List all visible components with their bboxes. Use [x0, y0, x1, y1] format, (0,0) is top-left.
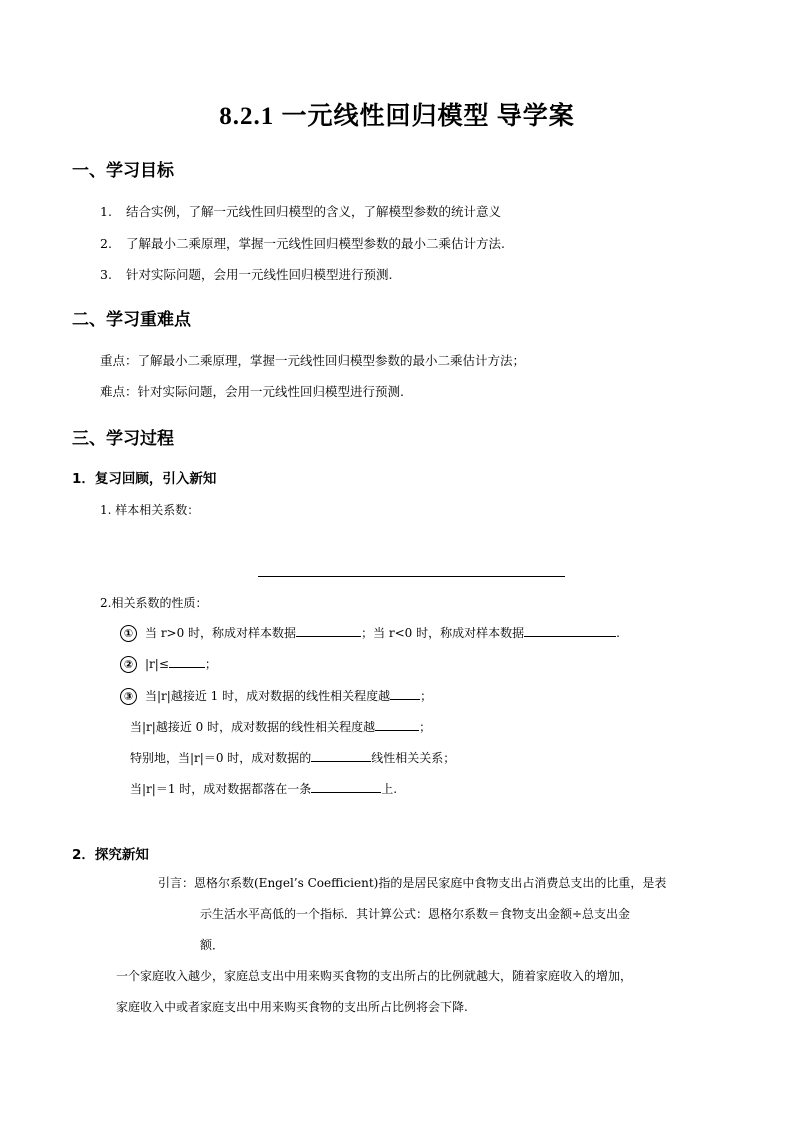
- property-3-line-4: [130, 780, 397, 797]
- answer-blank[interactable]: [169, 655, 205, 668]
- property-5-text-a: 特别地，当|r|＝0 时，成对数据的: [130, 751, 312, 765]
- property-3-line-2: [130, 718, 431, 735]
- property-6-text-b: 上.: [381, 782, 398, 796]
- goal-number: 1.: [100, 204, 112, 219]
- answer-blank[interactable]: [311, 780, 381, 793]
- goal-text: 了解最小二乘原理，掌握一元线性回归模型参数的最小二乘估计方法.: [126, 236, 505, 251]
- property-1: [120, 624, 620, 642]
- property-6-text-a: 当|r|＝1 时，成对数据都落在一条: [130, 782, 312, 796]
- page-title: 8.2.1 一元线性回归模型 导学案: [219, 103, 575, 130]
- intro-line-2: 示生活水平高低的一个指标．其计算公式：恩格尔系数＝食物支出金额÷总支出金: [200, 907, 631, 921]
- goal-number: 3.: [100, 267, 112, 282]
- intro-line-3: 额．: [200, 938, 225, 952]
- property-4-text-b: ；: [419, 720, 432, 734]
- answer-blank[interactable]: [375, 718, 419, 731]
- section-heading-goals: 一、学习目标: [72, 161, 174, 181]
- properties-question: 2.相关系数的性质：: [100, 596, 208, 610]
- property-1-text-c: .: [616, 626, 620, 640]
- circled-number-3: ③: [120, 688, 137, 705]
- property-3-line-3: [130, 749, 455, 766]
- property-3-text-b: ；: [420, 689, 433, 703]
- property-2-text-b: ；: [204, 657, 217, 671]
- answer-blank[interactable]: [390, 687, 420, 700]
- goal-item: [100, 202, 501, 220]
- paragraph-line-2: 家庭收入中或者家庭支出中用来购买食物的支出所占比例将会下降.: [116, 1000, 468, 1014]
- answer-blank[interactable]: [296, 624, 361, 637]
- part2-heading: 2．探究新知: [72, 847, 149, 863]
- property-5-text-b: 线性相关关系；: [371, 751, 456, 765]
- property-2-text-a: |r|≤: [145, 657, 169, 671]
- circled-number-2: ②: [120, 656, 137, 673]
- paragraph-line-1: 一个家庭收入越少，家庭总支出中用来购买食物的支出所占的比例就越大，随着家庭收入的增加，: [116, 969, 633, 983]
- property-1-text-a: 当 r>0 时，称成对样本数据: [145, 626, 297, 640]
- goal-text: 结合实例，了解一元线性回归模型的含义，了解模型参数的统计意义: [126, 204, 502, 219]
- goal-number: 2.: [100, 236, 112, 251]
- goal-item: [100, 234, 505, 252]
- circled-number-1: ①: [120, 625, 137, 642]
- sample-correlation-question: 1. 样本相关系数：: [100, 503, 200, 517]
- property-4-text-a: 当|r|越接近 0 时，成对数据的线性相关程度越: [130, 720, 376, 734]
- goal-item: [100, 265, 392, 283]
- goal-text: 针对实际问题，会用一元线性回归模型进行预测.: [126, 267, 393, 282]
- part1-heading: 1．复习回顾，引入新知: [72, 471, 217, 487]
- answer-blank[interactable]: [311, 749, 371, 762]
- section-heading-process: 三、学习过程: [72, 429, 174, 449]
- property-1-text-b: ；当 r<0 时，称成对样本数据: [361, 626, 525, 640]
- key-point-focus: 重点：了解最小二乘原理，掌握一元线性回归模型参数的最小二乘估计方法；: [100, 353, 526, 368]
- section-heading-key-points: 二、学习重难点: [72, 310, 191, 330]
- property-3: [120, 687, 432, 705]
- property-3-text-a: 当|r|越接近 1 时，成对数据的线性相关程度越: [145, 689, 391, 703]
- answer-blank[interactable]: [524, 624, 616, 637]
- key-point-difficulty: 难点：针对实际问题，会用一元线性回归模型进行预测.: [100, 384, 404, 399]
- intro-line-1: 引言：恩格尔系数(Engel’s Coefficient)指的是居民家庭中食物支出占消费总支出的比重，是表: [158, 876, 667, 890]
- answer-line: [258, 576, 565, 577]
- property-2: [120, 655, 217, 673]
